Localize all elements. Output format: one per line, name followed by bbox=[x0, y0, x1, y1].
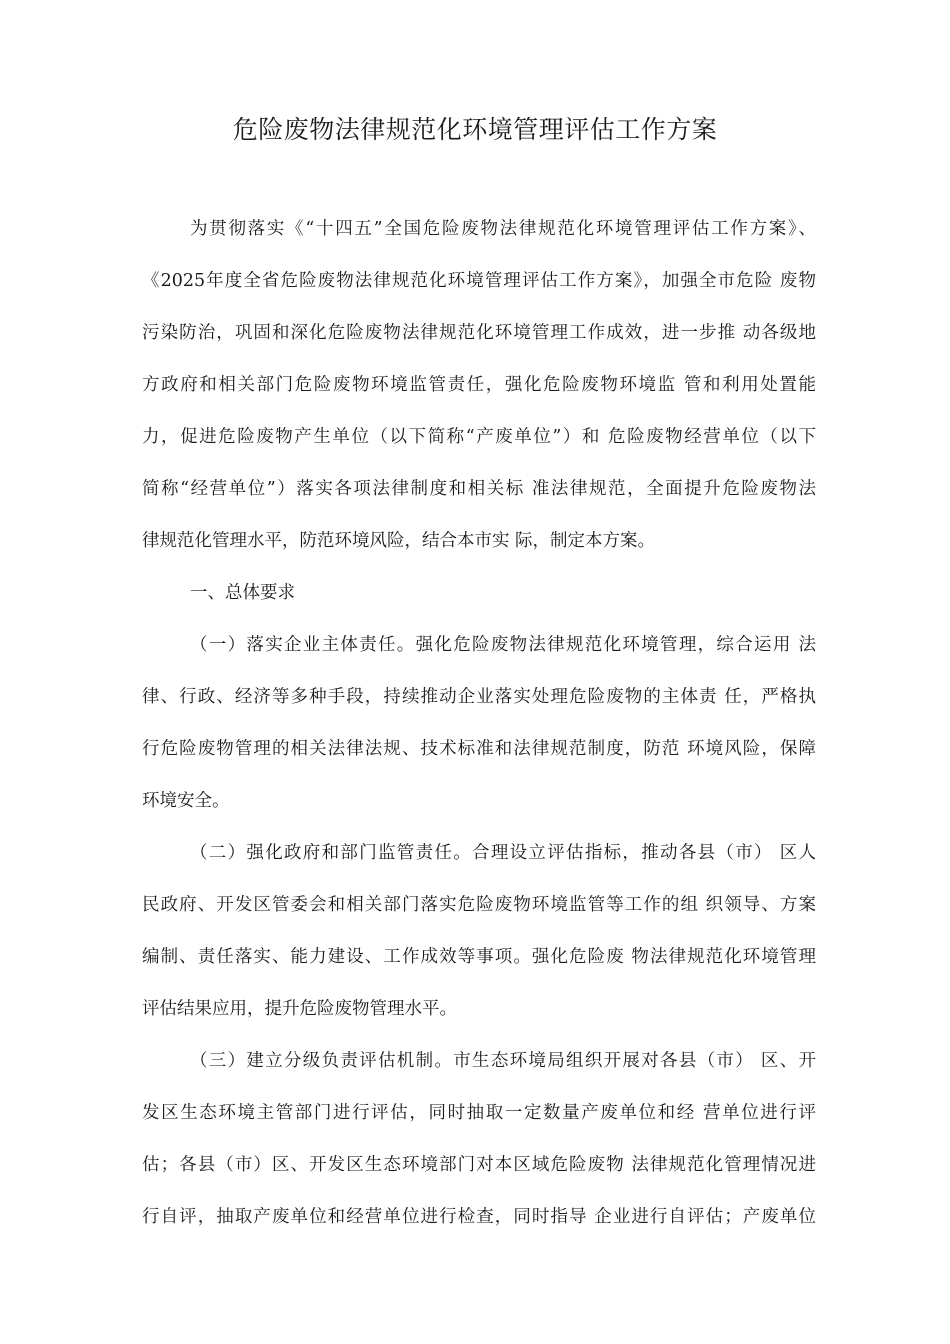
paragraph-line: 民政府、开发区管委会和相关部门落实危险废物环境监管等工作的组 织领导、方案 bbox=[142, 895, 816, 915]
paragraph-line: 环境安全。 bbox=[142, 791, 230, 811]
paragraph-line: 简称“经营单位”）落实各项法律制度和相关标 准法律规范，全面提升危险废物法 bbox=[142, 479, 816, 499]
paragraph-line: 律、行政、经济等多种手段，持续推动企业落实处理危险废物的主体责 任，严格执 bbox=[142, 687, 816, 707]
paragraph-line: 行自评，抽取产废单位和经营单位进行检查，同时指导 企业进行自评估；产废单位 bbox=[142, 1207, 816, 1227]
paragraph-line: 《2025年度全省危险废物法律规范化环境管理评估工作方案》，加强全市危险 废物 bbox=[142, 271, 816, 291]
paragraph-line: 力，促进危险废物产生单位（以下简称“产废单位”）和 危险废物经营单位（以下 bbox=[142, 427, 816, 447]
paragraph-line: 污染防治，巩固和深化危险废物法律规范化环境管理工作成效，进一步推 动各级地 bbox=[142, 323, 816, 343]
paragraph-line: （二）强化政府和部门监管责任。合理设立评估指标，推动各县（市） 区人 bbox=[190, 843, 816, 863]
paragraph-line: （一）落实企业主体责任。强化危险废物法律规范化环境管理，综合运用 法 bbox=[190, 635, 816, 655]
paragraph-line: （三）建立分级负责评估机制。市生态环境局组织开展对各县（市） 区、开 bbox=[190, 1051, 816, 1071]
paragraph-line: 律规范化管理水平，防范环境风险，结合本市实 际，制定本方案。 bbox=[142, 531, 656, 551]
paragraph-line: 方政府和相关部门危险废物环境监管责任，强化危险废物环境监 管和利用处置能 bbox=[142, 375, 816, 395]
paragraph-line: 估；各县（市）区、开发区生态环境部门对本区域危险废物 法律规范化管理情况进 bbox=[142, 1155, 816, 1175]
paragraph-line: 行危险废物管理的相关法律法规、技术标准和法律规范制度，防范 环境风险，保障 bbox=[142, 739, 816, 759]
paragraph-line: 评估结果应用，提升危险废物管理水平。 bbox=[142, 999, 457, 1019]
paragraph-line: 编制、责任落实、能力建设、工作成效等事项。强化危险废 物法律规范化环境管理 bbox=[142, 947, 816, 967]
paragraph-line: 为贯彻落实《“十四五”全国危险废物法律规范化环境管理评估工作方案》、 bbox=[190, 219, 816, 239]
section-heading: 一、总体要求 bbox=[190, 583, 295, 603]
document-title: 危险废物法律规范化环境管理评估工作方案 bbox=[232, 115, 718, 144]
paragraph-line: 发区生态环境主管部门进行评估，同时抽取一定数量产废单位和经 营单位进行评 bbox=[142, 1103, 816, 1123]
